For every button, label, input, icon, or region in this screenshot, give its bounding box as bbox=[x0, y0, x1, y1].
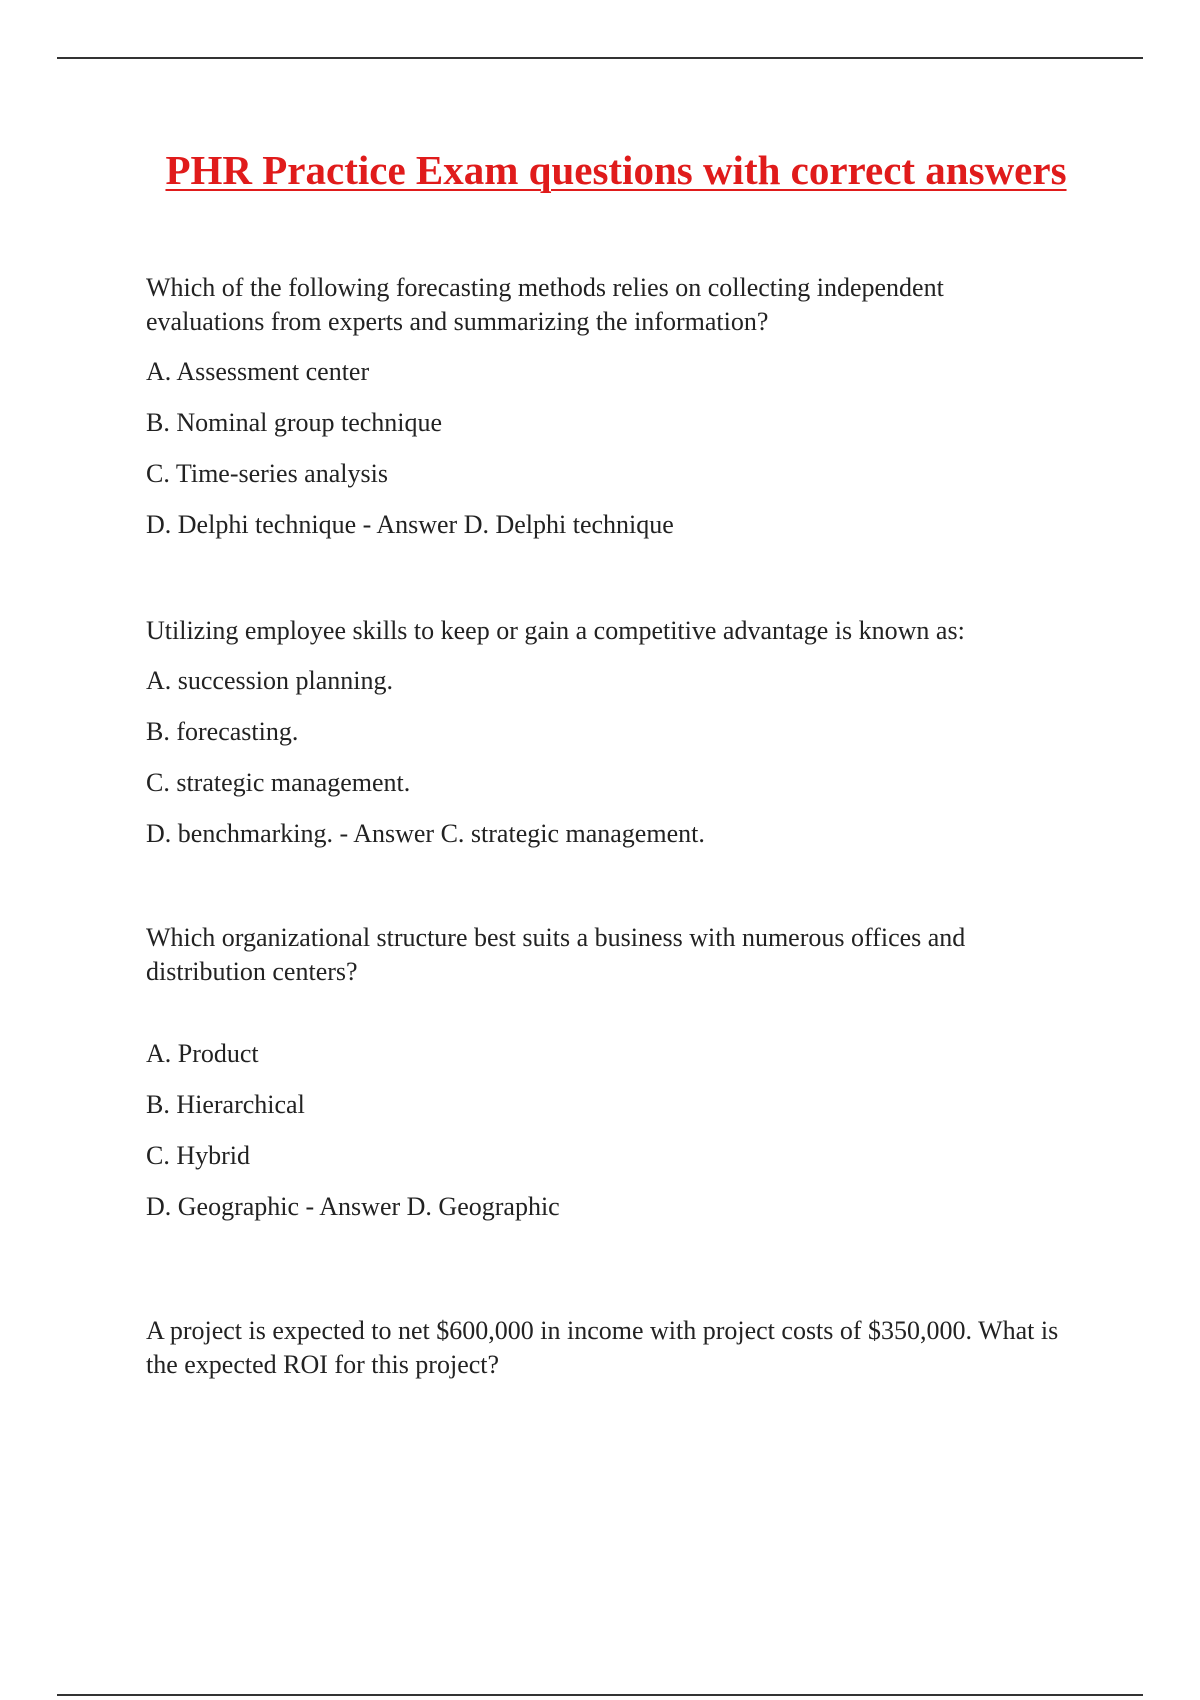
answer-option: A. Product bbox=[146, 1039, 259, 1068]
answer-option: A. Assessment center bbox=[146, 357, 370, 386]
answer-option: B. forecasting. bbox=[146, 717, 299, 746]
question-2 bbox=[146, 614, 1066, 851]
question-stem: Which organizational structure best suits a business with numerous offices and distribution centers? bbox=[146, 923, 966, 986]
answer-option: B. Hierarchical bbox=[146, 1090, 305, 1119]
question-4 bbox=[146, 1314, 1066, 1382]
answer-option: B. Nominal group technique bbox=[146, 408, 443, 437]
bottom-rule bbox=[57, 1694, 1143, 1696]
answer-option: C. Hybrid bbox=[146, 1141, 250, 1170]
question-stem: A project is expected to net $600,000 in income with project costs of $350,000. What is the expected ROI for this project? bbox=[146, 1316, 1059, 1379]
question-3 bbox=[146, 921, 1066, 1224]
answer-option: A. succession planning. bbox=[146, 666, 393, 695]
top-rule bbox=[57, 57, 1143, 59]
answer-option-with-answer: D. Geographic - Answer D. Geographic bbox=[146, 1192, 560, 1221]
answer-option-with-answer: D. Delphi technique - Answer D. Delphi technique bbox=[146, 510, 674, 539]
answer-option: C. Time-series analysis bbox=[146, 459, 388, 488]
question-stem: Utilizing employee skills to keep or gain a competitive advantage is known as: bbox=[146, 616, 965, 645]
question-1 bbox=[146, 271, 1066, 542]
document-title: PHR Practice Exam questions with correct answers bbox=[165, 147, 1067, 193]
answer-option-with-answer: D. benchmarking. - Answer C. strategic management. bbox=[146, 819, 705, 848]
question-stem: Which of the following forecasting methods relies on collecting independent evaluations from experts and summarizing the information? bbox=[146, 273, 944, 336]
answer-option: C. strategic management. bbox=[146, 768, 411, 797]
